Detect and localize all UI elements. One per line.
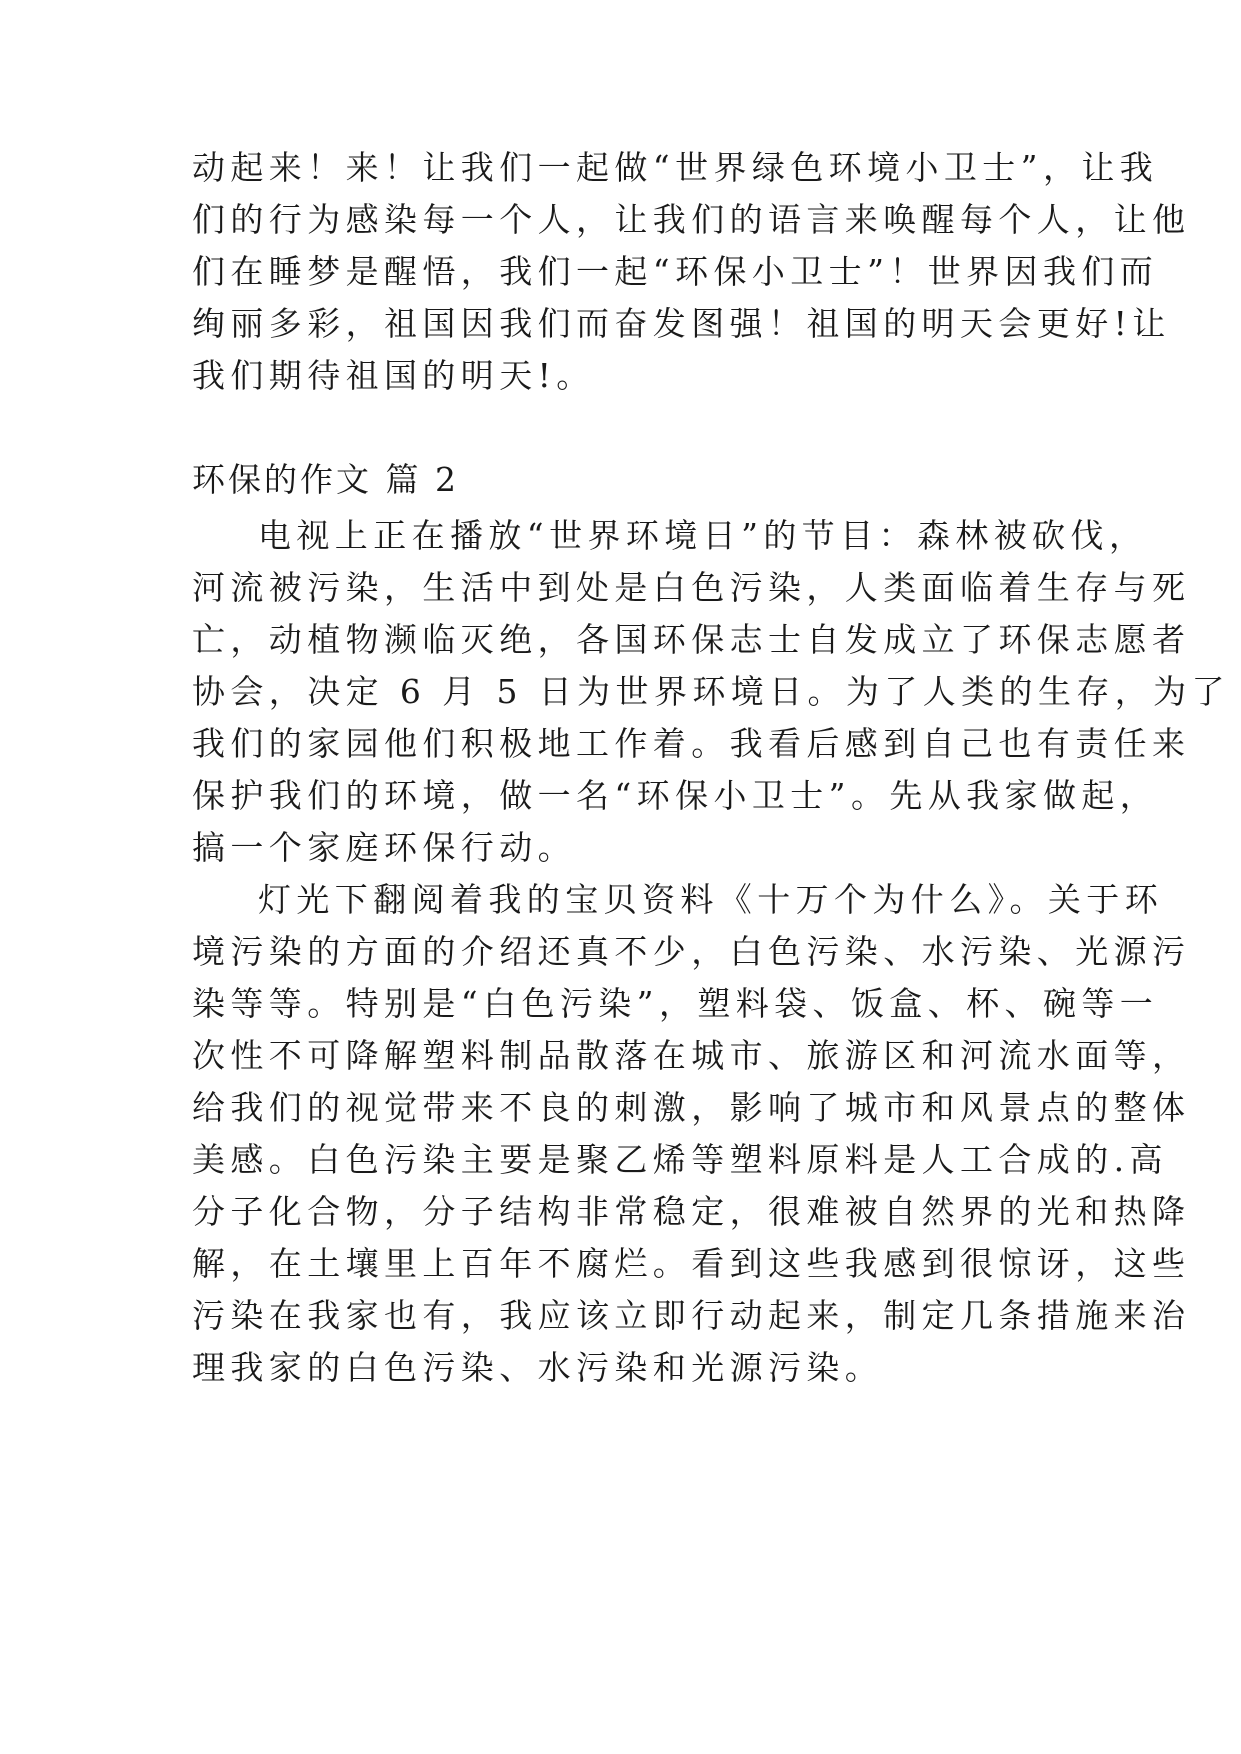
text-line: 分子化合物，分子结构非常稳定，很难被自然界的光和热降 — [192, 1192, 1191, 1231]
text-line: 污染在我家也有，我应该立即行动起来，制定几条措施来治 — [192, 1296, 1191, 1335]
text-line: 们在睡梦是醒悟，我们一起“环保小卫士”！世界因我们而 — [192, 252, 1159, 291]
text-line: 保护我们的环境，做一名“环保小卫士”。先从我家做起， — [192, 776, 1159, 815]
text-line: 灯光下翻阅着我的宝贝资料《十万个为什么》。关于环 — [258, 880, 1164, 919]
text-line: 美感。白色污染主要是聚乙烯等塑料原料是人工合成的.高 — [192, 1140, 1168, 1179]
text-line: 协会，决定 6 月 5 日为世界环境日。为了人类的生存，为了 — [192, 672, 1230, 711]
text-line: 理我家的白色污染、水污染和光源污染。 — [192, 1348, 884, 1387]
text-line: 们的行为感染每一个人，让我们的语言来唤醒每个人，让他 — [192, 200, 1191, 239]
text-line: 动起来！来！让我们一起做“世界绿色环境小卫士”，让我 — [192, 148, 1159, 187]
text-line: 我们的家园他们积极地工作着。我看后感到自己也有责任来 — [192, 724, 1191, 763]
text-line: 解，在土壤里上百年不腐烂。看到这些我感到很惊讶，这些 — [192, 1244, 1191, 1283]
text-line: 河流被污染，生活中到处是白色污染，人类面临着生存与死 — [192, 568, 1191, 607]
section-title: 环保的作文 篇 2 — [192, 460, 459, 499]
text-line: 给我们的视觉带来不良的刺激，影响了城市和风景点的整体 — [192, 1088, 1191, 1127]
text-line: 我们期待祖国的明天!。 — [192, 356, 595, 395]
text-line: 染等等。特别是“白色污染”，塑料袋、饭盒、杯、碗等一 — [192, 984, 1159, 1023]
text-line: 境污染的方面的介绍还真不少，白色污染、水污染、光源污 — [192, 932, 1191, 971]
text-line: 亡，动植物濒临灭绝，各国环保志士自发成立了环保志愿者 — [192, 620, 1191, 659]
text-line: 绚丽多彩，祖国因我们而奋发图强！祖国的明天会更好!让 — [192, 304, 1171, 343]
text-line: 搞一个家庭环保行动。 — [192, 828, 576, 867]
text-line: 电视上正在播放“世界环境日”的节目：森林被砍伐， — [258, 516, 1148, 555]
text-line: 次性不可降解塑料制品散落在城市、旅游区和河流水面等， — [192, 1036, 1191, 1075]
